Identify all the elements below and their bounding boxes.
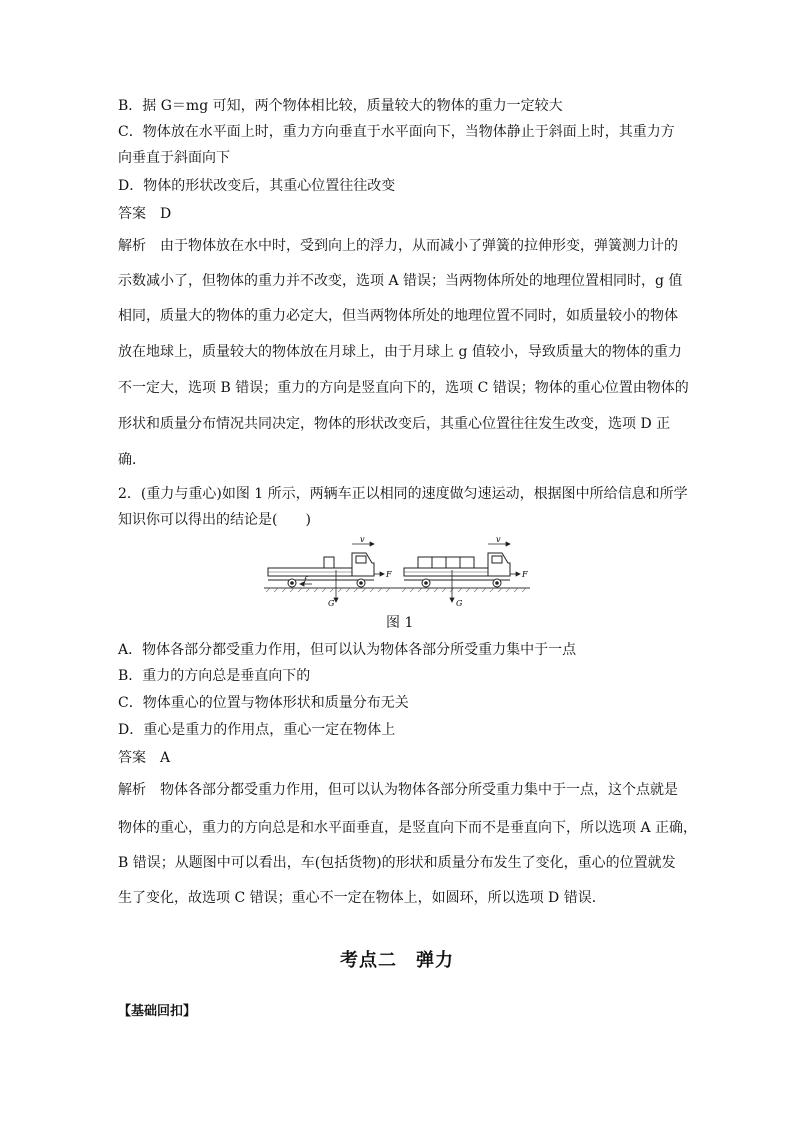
q1-option-d: D．物体的形状改变后，其重心位置往往改变 — [118, 178, 396, 194]
q1-analysis-line: 解析 由于物体放在水中时，受到向上的浮力，从而减小了弹簧的拉伸形变，弹簧测力计的 — [118, 238, 678, 254]
cargo-box — [446, 557, 460, 568]
q2-analysis-line: 解析 物体各部分都受重力作用，但可以认为物体各部分所受重力集中于一点，这个点就是 — [118, 782, 678, 798]
truck-left — [268, 553, 374, 587]
label-G: G — [328, 599, 335, 608]
q1-analysis-line: 形状和质量分布情况共同决定，物体的形状改变后，其重心位置往往发生改变，选项 D 正 — [118, 416, 671, 432]
q1-analysis-line: 放在地球上，质量较大的物体放在月球上，由于月球上 g 值较小，导致质量大的物体的重力 — [118, 344, 682, 360]
cargo-box — [324, 557, 334, 568]
q2-analysis-line: 物体的重心，重力的方向总是和水平面垂直，是竖直向下而不是垂直向下，所以选项 A 正确， — [118, 820, 698, 836]
cargo-box — [418, 557, 432, 568]
q1-analysis-line: 相同，质量大的物体的重力必定大，但当两物体所处的地理位置不同时，如质量较小的物体 — [118, 308, 678, 324]
q1-answer: 答案 D — [118, 206, 172, 222]
q2-analysis-line: B 错误；从题图中可以看出，车(包括货物)的形状和质量分布发生了变化，重心的位置就发 — [118, 855, 676, 871]
q2-option-a: A．物体各部分都受重力作用，但可以认为物体各部分所受重力集中于一点 — [118, 642, 577, 658]
label-v: v — [496, 536, 501, 544]
ground-hatch — [266, 588, 526, 592]
truck-right — [404, 553, 510, 587]
q2-option-d: D．重心是重力的作用点，重心一定在物体上 — [118, 722, 396, 738]
q1-analysis-line: 不一定大，选项 B 错误；重力的方向是竖直向下的，选项 C 错误；物体的重心位置由物体的 — [118, 380, 689, 396]
label-G: G — [456, 599, 463, 608]
label-f: f — [304, 576, 307, 584]
figure-1-trucks — [262, 536, 532, 608]
cargo-box — [460, 557, 474, 568]
q2-analysis-line: 生了变化，故选项 C 错误；重心不一定在物体上，如圆环，所以选项 D 错误． — [118, 890, 606, 906]
q2-answer: 答案 A — [118, 750, 171, 766]
q2-option-b: B．重力的方向总是垂直向下的 — [118, 668, 311, 684]
section-tag: 【基础回扣】 — [118, 1004, 197, 1019]
q2-stem-line1: 2．(重力与重心)如图 1 所示，两辆车正以相同的速度做匀速运动，根据图中所给信息和所学 — [118, 486, 688, 502]
cargo-box — [432, 557, 446, 568]
q1-option-b: B．据 G＝mg 可知，两个物体相比较，质量较大的物体的重力一定较大 — [118, 98, 563, 114]
label-F: F — [386, 570, 392, 579]
q1-option-c-line1: C．物体放在水平面上时，重力方向垂直于水平面向下，当物体静止于斜面上时，其重力方 — [118, 124, 675, 140]
q2-option-c: C．物体重心的位置与物体形状和质量分布无关 — [118, 695, 409, 711]
figure-caption: 图 1 — [386, 615, 414, 631]
q2-stem-line2: 知识你可以得出的结论是( ) — [118, 512, 311, 528]
section-title: 考点二 弹力 — [340, 950, 454, 971]
q1-option-c-line2: 向垂直于斜面向下 — [118, 150, 230, 166]
label-v: v — [360, 536, 365, 544]
q1-analysis-line: 示数减小了，但物体的重力并不改变，选项 A 错误；当两物体所处的地理位置相同时，g 值 — [118, 273, 683, 289]
label-F: F — [522, 570, 528, 579]
q1-analysis-line: 确． — [118, 452, 146, 468]
